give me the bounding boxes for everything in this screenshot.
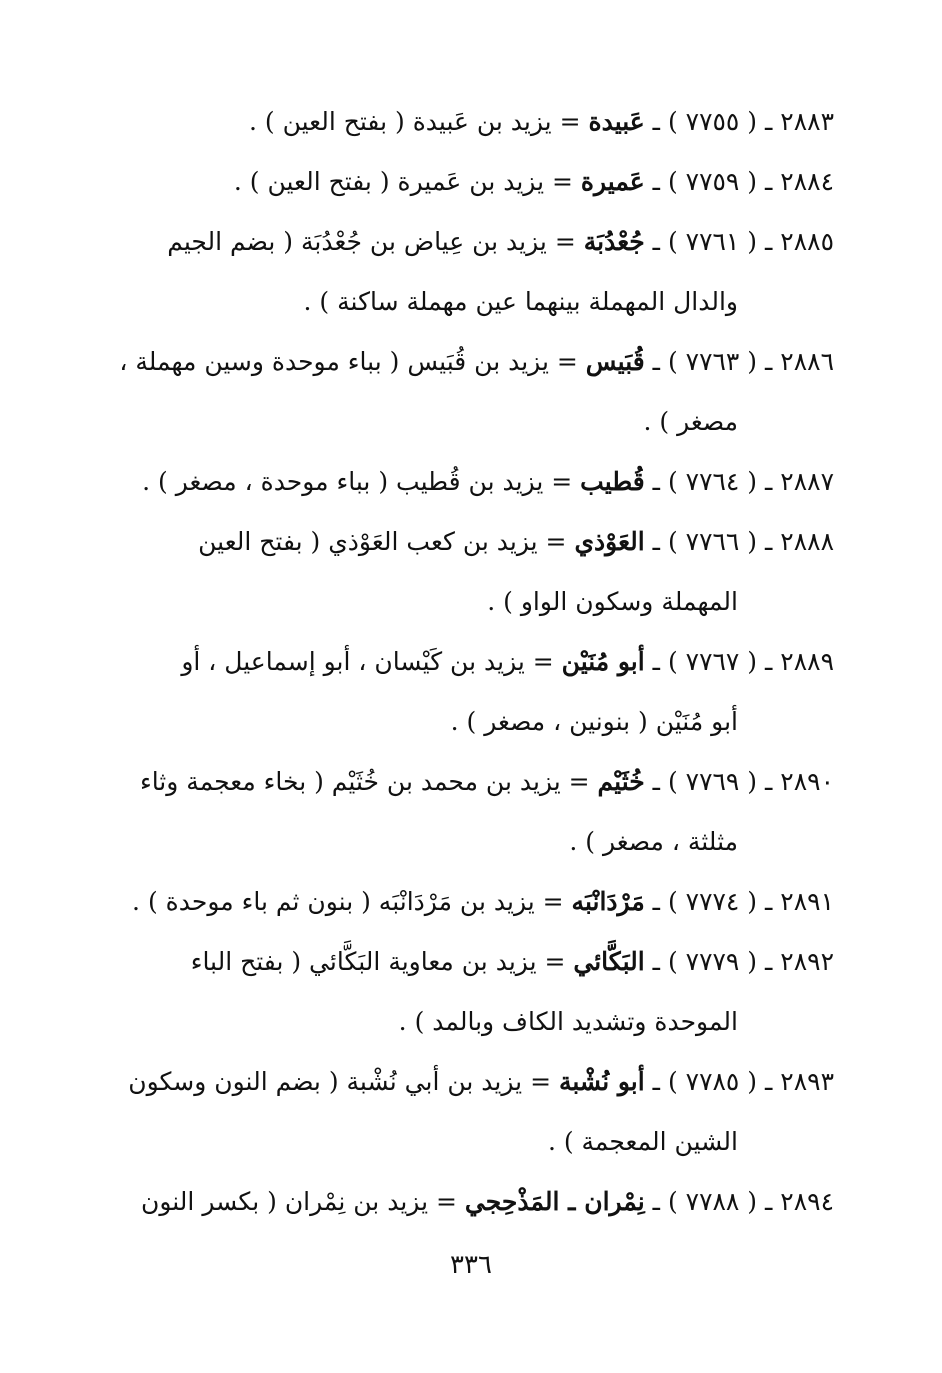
- entry-name: مَرْدَانْبَه: [571, 887, 645, 916]
- entry-name: أبو مُنَيْن: [561, 647, 645, 676]
- entry-reference: ( ٧٧٦٧ ): [667, 647, 758, 676]
- entry-number: ٢٨٩٤: [780, 1187, 834, 1216]
- entry-number: ٢٨٨٧: [780, 467, 834, 496]
- entry-number: ٢٨٩٣: [780, 1067, 834, 1096]
- entry-name: عَبيدة: [588, 107, 645, 136]
- entry-text: = يزيد بن قُبَيس ( بباء موحدة وسين مهملة ،: [119, 347, 578, 376]
- entry-item: ٢٨٩٠ ـ ( ٧٧٦٩ ) ـ خُثَيْم = يزيد بن محمد بن خُثَيْم ( بخاء معجمة وثاء مثلثة ، مصغر ) .: [82, 752, 834, 872]
- entry-continuation: والدال المهملة بينهما عين مهملة ساكنة ) .: [303, 287, 738, 316]
- entry-name: قُطيب: [580, 467, 645, 496]
- entry-name: عَميرة: [580, 167, 645, 196]
- entry-item: ٢٨٨٩ ـ ( ٧٧٦٧ ) ـ أبو مُنَيْن = يزيد بن كَيْسان ، أبو إسماعيل ، أو أبو مُنَيْن ( بنونين ، مصغر ) .: [82, 632, 834, 752]
- entry-continuation: مصغر ) .: [643, 407, 738, 436]
- entry-reference: ( ٧٧٧٤ ): [667, 887, 758, 916]
- entry-continuation: المهملة وسكون الواو ) .: [487, 587, 738, 616]
- entry-item: ٢٨٨٣ ـ ( ٧٧٥٥ ) ـ عَبيدة = يزيد بن عَبيدة ( بفتح العين ) .: [249, 107, 834, 136]
- entry-text: = يزيد بن أبي نُشْبة ( بضم النون وسكون: [128, 1067, 552, 1096]
- entry-item: ٢٨٩٣ ـ ( ٧٧٨٥ ) ـ أبو نُشْبة = يزيد بن أبي نُشْبة ( بضم النون وسكون الشين المعجمة ) .: [82, 1052, 834, 1172]
- entry-text: = يزيد بن نِمْران ( بكسر النون: [140, 1187, 457, 1216]
- page-number: ٣٣٦: [450, 1250, 492, 1280]
- entry-continuation: الموحدة وتشديد الكاف وبالمد ) .: [398, 1007, 738, 1036]
- entry-number: ٢٨٩٠: [780, 767, 834, 796]
- entry-number: ٢٨٩١: [780, 887, 834, 916]
- entry-reference: ( ٧٧٦١ ): [667, 227, 758, 256]
- entry-number: ٢٨٨٥: [780, 227, 834, 256]
- entry-name: أبو نُشْبة: [558, 1067, 645, 1096]
- entry-text: = يزيد بن قُطيب ( بباء موحدة ، مصغر ) .: [142, 467, 573, 496]
- entry-text: = يزيد بن عَبيدة ( بفتح العين ) .: [249, 107, 581, 136]
- entry-text: = يزيد بن معاوية البَكَّائي ( بفتح الباء: [190, 947, 566, 976]
- entry-number: ٢٨٨٤: [780, 167, 834, 196]
- entry-reference: ( ٧٧٦٤ ): [667, 467, 758, 496]
- entry-item: ٢٨٨٧ ـ ( ٧٧٦٤ ) ـ قُطيب = يزيد بن قُطيب ( بباء موحدة ، مصغر ) .: [142, 467, 834, 496]
- entry-item: ٢٨٨٥ ـ ( ٧٧٦١ ) ـ جُعْدُبَة = يزيد بن عِياض بن جُعْدُبَة ( بضم الجيم والدال المهملة بينهما عين مهملة ساكنة ) .: [82, 212, 834, 332]
- entry-name: قُبَيس: [585, 347, 645, 376]
- entry-continuation: أبو مُنَيْن ( بنونين ، مصغر ) .: [450, 707, 738, 736]
- entry-item: ٢٨٨٨ ـ ( ٧٧٦٦ ) ـ العَوْذي = يزيد بن كعب العَوْذي ( بفتح العين المهملة وسكون الواو ) .: [82, 512, 834, 632]
- entry-name: العَوْذي: [574, 527, 645, 556]
- entry-text: = يزيد بن محمد بن خُثَيْم ( بخاء معجمة وثاء: [139, 767, 590, 796]
- entry-text: = يزيد بن عِياض بن جُعْدُبَة ( بضم الجيم: [167, 227, 576, 256]
- entry-text: = يزيد بن مَرْدَانْبَه ( بنون ثم باء موحدة ) .: [132, 887, 564, 916]
- entry-reference: ( ٧٧٦٩ ): [667, 767, 758, 796]
- entry-item: ٢٨٩١ ـ ( ٧٧٧٤ ) ـ مَرْدَانْبَه = يزيد بن مَرْدَانْبَه ( بنون ثم باء موحدة ) .: [132, 887, 834, 916]
- entry-name: جُعْدُبَة: [583, 227, 645, 256]
- entry-reference: ( ٧٧٦٣ ): [667, 347, 758, 376]
- entry-text: = يزيد بن كعب العَوْذي ( بفتح العين: [198, 527, 567, 556]
- entry-number: ٢٨٨٣: [780, 107, 834, 136]
- entry-continuation: مثلثة ، مصغر ) .: [569, 827, 738, 856]
- entry-item: ٢٨٨٦ ـ ( ٧٧٦٣ ) ـ قُبَيس = يزيد بن قُبَيس ( بباء موحدة وسين مهملة ، مصغر ) .: [82, 332, 834, 452]
- entry-text: = يزيد بن كَيْسان ، أبو إسماعيل ، أو: [181, 647, 554, 676]
- entry-number: ٢٨٩٢: [780, 947, 834, 976]
- entry-text: = يزيد بن عَميرة ( بفتح العين ) .: [233, 167, 573, 196]
- entry-name: نِمْران ـ المَذْحِجي: [464, 1187, 645, 1216]
- entry-continuation: الشين المعجمة ) .: [547, 1127, 738, 1156]
- entry-item: ٢٨٨٤ ـ ( ٧٧٥٩ ) ـ عَميرة = يزيد بن عَميرة ( بفتح العين ) .: [233, 167, 834, 196]
- entry-reference: ( ٧٧٧٩ ): [667, 947, 758, 976]
- entry-reference: ( ٧٧٨٥ ): [667, 1067, 758, 1096]
- entry-name: خُثَيْم: [597, 767, 645, 796]
- entry-number: ٢٨٨٦: [780, 347, 834, 376]
- entry-item: ٢٨٩٤ ـ ( ٧٧٨٨ ) ـ نِمْران ـ المَذْحِجي = يزيد بن نِمْران ( بكسر النون: [140, 1187, 834, 1216]
- entry-reference: ( ٧٧٦٦ ): [667, 527, 758, 556]
- entry-number: ٢٨٨٨: [780, 527, 834, 556]
- entry-item: ٢٨٩٢ ـ ( ٧٧٧٩ ) ـ البَكَّائي = يزيد بن معاوية البَكَّائي ( بفتح الباء الموحدة وتشديد الكاف وبالمد ) .: [82, 932, 834, 1052]
- entry-number: ٢٨٨٩: [780, 647, 834, 676]
- entry-reference: ( ٧٧٨٨ ): [667, 1187, 758, 1216]
- entry-name: البَكَّائي: [573, 947, 645, 976]
- entry-reference: ( ٧٧٥٥ ): [667, 107, 758, 136]
- entry-reference: ( ٧٧٥٩ ): [667, 167, 758, 196]
